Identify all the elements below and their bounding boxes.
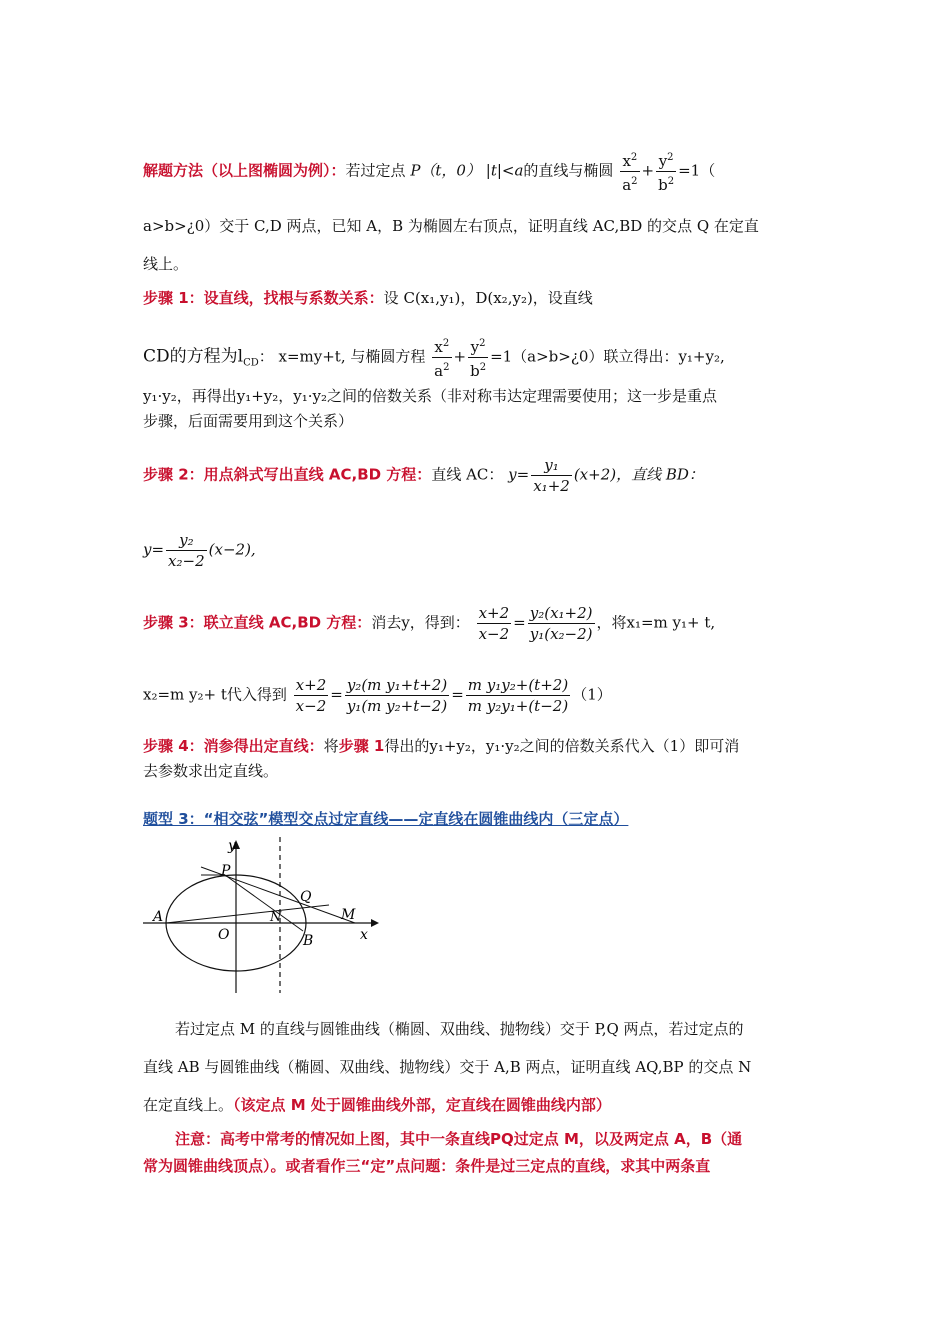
step1-line-4: 步骤，后面需要用到这个关系）	[143, 412, 354, 430]
step4-text-1: 将	[323, 737, 339, 755]
label-n: N	[270, 910, 282, 925]
step3-g3-num: m y₁y₂+(t+2)	[467, 676, 569, 694]
step3-g3-den: m y₂y₁+(t−2)	[467, 697, 569, 715]
step4-label: 步骤 4：消参得出定直线：	[143, 737, 324, 755]
ellipse-frac-y: $\frac{y^2}{b^2}$	[656, 148, 676, 195]
step3-f1-num: x+2	[478, 604, 510, 622]
method-label: 解题方法（以上图椭圆为例）：	[143, 161, 346, 180]
step3-frac-2	[528, 603, 595, 644]
step1-line-1	[143, 287, 593, 309]
step2-bd-lhs: y=	[143, 540, 165, 559]
ellipse-diagram	[143, 835, 383, 995]
note-line-1: 注意：高考中常考的情况如上图，其中一条直线PQ过定点 M，以及两定点 A，B（通	[175, 1130, 743, 1148]
step3-g2-den: y₁(m y₂+t−2)	[346, 697, 448, 715]
step1-line-3: y₁·y₂，再得出y₁+y₂，y₁·y₂之间的倍数关系（非对称韦达定理需要使用；这一步是重点	[143, 387, 718, 405]
step3-label: 步骤 3：联立直线 AC,BD 方程：	[143, 613, 372, 632]
step2-bd-frac	[166, 530, 207, 571]
step3-f2-den: y₁(x₂−2)	[529, 625, 593, 643]
step4-ref: 步骤 1	[338, 737, 385, 755]
para-line-1: 若过定点 M 的直线与圆锥曲线（椭圆、双曲线、抛物线）交于 P,Q 两点，若过定点的	[175, 1020, 744, 1038]
label-q: Q	[300, 889, 312, 905]
step1-cd-eq: CD的方程为l	[143, 346, 244, 367]
step2-ac-num: y₁	[531, 455, 572, 476]
method-abs: |t|<a	[485, 161, 524, 180]
step3-line-1: 步骤 3：联立直线 AC,BD 方程：消去y，得到： $\frac{x+2}{x-2}$ = $\frac{\text{y₂(x₁+2)}}{\text{y₁(x₂−2)}}$ ，将x₁=m y₁+ t,	[143, 604, 716, 643]
method-line-3: 线上。	[143, 255, 189, 273]
step1-line-2: CD的方程为$l_{CD}$： x=my+t, 与椭圆方程 $\frac{x^2}{a^2}$ + $\frac{y^2}{b^2}$ =1（a>b>¿0）联立得出：y₁+y₂,	[143, 334, 725, 381]
step1-text: 设 C(x₁,y₁)，D(x₂,y₂)，设直线	[383, 289, 593, 307]
step3-f2-num: y₂(x₁+2)	[529, 604, 593, 622]
section-heading: 题型 3：“相交弦”模型交点过定直线——定直线在圆锥曲线内（三定点）	[143, 810, 629, 828]
step4-line-2: 去参数求出定直线。	[143, 762, 279, 780]
note-line-2: 常为圆锥曲线顶点）。或者看作三“定”点问题：条件是过三定点的直线，求其中两条直	[143, 1157, 711, 1175]
method-line-1: 解题方法（以上图椭圆为例）：若过定点 P（t，0） |t|<a的直线与椭圆 $\frac{x^2}{a^2}$ + $\frac{y^2}{b^2}$ =1（	[143, 148, 715, 195]
step1-cd-sub: CD	[243, 357, 259, 369]
step1-frac-y: $\frac{y^2}{b^2}$	[468, 334, 488, 381]
step1-label: 步骤 1：设直线，找根与系数关系：	[143, 289, 384, 307]
step3-g2	[345, 675, 449, 716]
ellipse-eq-tail: =1（	[678, 161, 716, 180]
step3-g1-num: x+2	[295, 676, 327, 694]
step2-ac-frac	[531, 455, 572, 496]
step1-frac-x: $\frac{x^2}{a^2}$	[432, 334, 451, 381]
step3-line2-a: x₂=m y₂+ t代入得到	[143, 685, 287, 704]
step3-g3	[466, 675, 570, 716]
label-o: O	[218, 927, 230, 943]
step3-text-2: ，将x₁=m y₁+ t,	[596, 613, 716, 632]
para-line-3	[143, 1094, 611, 1116]
method-point: P（t，0）	[410, 161, 481, 180]
step2-bd-num: y₂	[166, 530, 207, 551]
para-line-3-text: 在定直线上。	[143, 1096, 234, 1114]
label-a: A	[153, 909, 164, 925]
step3-g1	[294, 675, 329, 716]
step1-cd-eq-b: ： x=my+t, 与椭圆方程	[258, 347, 426, 366]
step2-line-1	[143, 455, 704, 496]
step2-ac-tail: (x+2)，直线 BD：	[573, 465, 704, 484]
ellipse-frac-x: $\frac{x^2}{a^2}$	[620, 148, 639, 195]
step2-text-ac: 直线 AC：	[431, 465, 504, 484]
step2-ac-lhs: y=	[508, 465, 530, 484]
step4-line-1	[143, 735, 739, 757]
method-line-2: a>b>¿0）交于 C,D 两点，已知 A，B 为椭圆左右顶点，证明直线 AC,BD 的交点 Q 在定直	[143, 217, 759, 235]
method-text-2: 的直线与椭圆	[523, 161, 614, 180]
label-y: y	[228, 838, 236, 854]
method-text-1: 若过定点	[345, 161, 406, 180]
step2-line-2	[143, 530, 256, 571]
label-m: M	[341, 907, 356, 923]
step4-text-2: 得出的y₁+y₂，y₁·y₂之间的倍数关系代入（1）即可消	[384, 737, 740, 755]
step3-line-2: x₂=m y₂+ t代入得到 $\frac{x+2}{x-2}$ = $\frac{\text{y₂(m y₁+t+2)}}{\text{y₁(m y₂+t−2)}}$ = $\frac{\text{m y₁y₂+(t+2)}}{\text{m y₂y₁+(t−2)}}$ （1）	[143, 676, 612, 715]
label-p: P	[221, 863, 231, 879]
step2-label: 步骤 2：用点斜式写出直线 AC,BD 方程：	[143, 465, 432, 484]
step3-f1-den: x−2	[478, 625, 510, 643]
step3-text-1: 消去y，得到：	[371, 613, 470, 632]
x-axis-arrow	[371, 919, 379, 927]
step3-tag: （1）	[572, 685, 612, 704]
step3-g1-den: x−2	[295, 697, 327, 715]
step3-g2-num: y₂(m y₁+t+2)	[346, 676, 448, 694]
step3-frac-1	[477, 603, 512, 644]
label-b: B	[303, 933, 314, 949]
step1-cd-eq-c: =1（a>b>¿0）联立得出：y₁+y₂,	[490, 347, 725, 366]
step2-bd-den: x₂−2	[168, 552, 205, 570]
step2-bd-tail: (x−2),	[208, 540, 256, 559]
para-line-2: 直线 AB 与圆锥曲线（椭圆、双曲线、抛物线）交于 A,B 两点，证明直线 AQ,BP 的交点 N	[143, 1058, 752, 1076]
para-line-3-note: （该定点 M 处于圆锥曲线外部，定直线在圆锥曲线内部）	[233, 1096, 611, 1114]
step2-ac-den: x₁+2	[533, 477, 570, 495]
label-x: x	[360, 927, 368, 943]
